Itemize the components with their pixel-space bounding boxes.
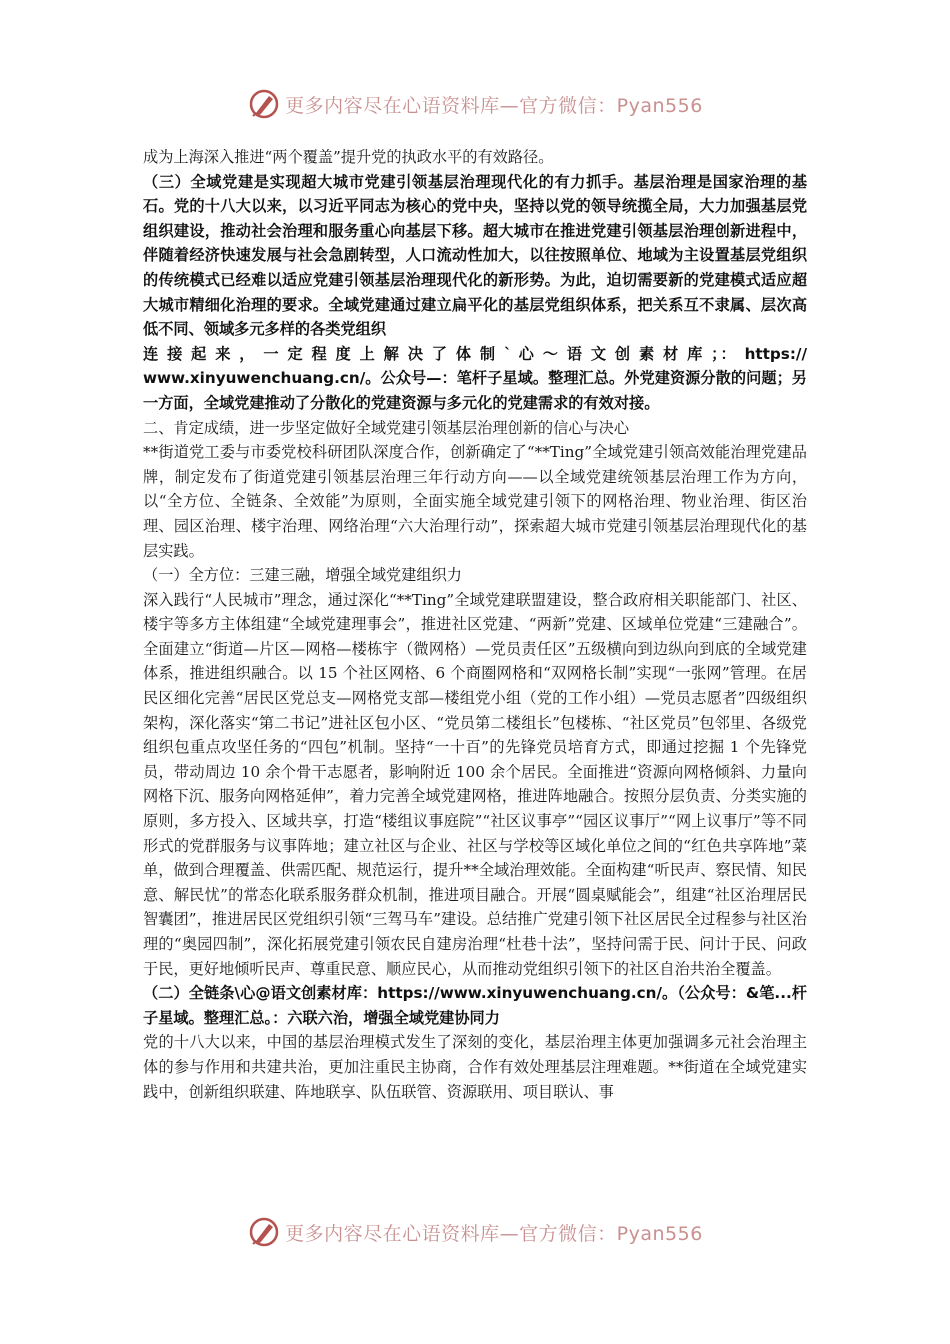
paragraph: 党的十八大以来，中国的基层治理模式发生了深刻的变化，基层治理主体更加强调多元社会治理主体的参与作用和共建共治，更加注重民主协商，合作有效处理基层注理难题。**街道在全域党建实践中，创新组织联建、阵地联享、队伍联管、资源联用、项目联认、事 — [143, 1033, 807, 1101]
document-body — [143, 145, 807, 1104]
subsection-heading-2: （二）全链条\心@语文创素材库：https://www.xinyuwenchuang.cn/。（公众号：&笔...杆子星域。整理汇总。：六联六治，增强全域党建协同力 — [143, 984, 807, 1027]
paragraph: 成为上海深入推进“两个覆盖”提升党的执政水平的有效路径。 — [143, 148, 554, 166]
paragraph-bold: www.xinyuwenchuang.cn/。公众号—：笔杆子星域。整理汇总。外党建资源分散的问题；另一方面，全域党建推动了分散化的党建资源与多元化的党建需求的有效对接。 — [143, 369, 807, 412]
pen-logo-icon — [247, 1215, 281, 1249]
header-watermark-banner — [0, 84, 950, 124]
pen-logo-icon — [247, 87, 281, 121]
footer-watermark-banner — [0, 1212, 950, 1252]
section-heading-3: （三）全域党建是实现超大城市党建引领基层治理现代化的有力抓手。基层治理是国家治理的基石。党的十八大以来，以习近平同志为核心的党中央，坚持以党的领导统揽全局，大力加强基层党组织建设，推动社会治理和服务重心向基层下移。超大城市在推进党建引领基层治理创新进程中，伴随着经济快速发展与社会急剧转型，人口流动性加大，以往按照单位、地域为主设置基层党组织的传统模式已经难以适应党建引领基层治理现代化的新形势。为此，迫切需要新的党建模式适应超大城市精细化治理的要求。全域党建通过建立扁平化的基层党组织体系，把关系互不隶属、层次高低不同、领域多元多样的各类党组织 — [143, 172, 807, 339]
watermarked-line: 连 接 起 来 ， 一 定 程 度 上 解 决 了 体 制 ` 心 ～ 语 文 创 素 材 库 ；： https:// — [143, 344, 807, 363]
subsection-heading-1: （一）全方位：三建三融，增强全域党建组织力 — [143, 566, 462, 585]
paragraph: 深入践行“人民城市”理念，通过深化“**Ting”全域党建联盟建设，整合政府相关职能部门、社区、楼宇等多方主体组建“全域党建理事会”，推进社区党建、“两新”党建、区域单位党建“三建融合”。全面建立“街道—片区—网格—楼栋宇（微网格）—党员责任区”五级横向到边纵向到底的全域党建体系，推进组织融合。以 15 个社区网格、6 个商圈网格和“双网格长制”实现“一张网”管理。在居民区细化完善“居民区党总支—网格党支部—楼组党小组（党的工作小组）—党员志愿者”四级组织架构，深化落实“第二书记”进社区包小区、“党员第二楼组长”包楼栋、“社区党员”包邻里、各级党组织包重点攻坚任务的“四包”机制。坚持“一十百”的先锋党员培育方式，即通过挖掘 1 个先锋党员，带动周边 10 余个骨干志愿者，影响附近 100 余个居民。全面推进“资源向网格倾斜、力量向网格下沉、服务向网格延伸”，着力完善全域党建网格，推进阵地融合。按照分层负责、分类实施的原则，多方投入、区域共享，打造“楼组议事庭院”“社区议事亭”“园区议事厅”“网上议事厅”等不同形式的党群服务与议事阵地；建立社区与企业、社区与学校等区域化单位之间的“红色共享阵地”菜单，做到合理覆盖、供需匹配、规范运行，提升**全域治理效能。全面构建“听民声、察民情、知民意、解民忧”的常态化联系服务群众机制，推进项目融合。开展“圆桌赋能会”，组建“社区治理居民智囊团”，推进居民区党组织引领“三驾马车”建设。总结推广党建引领下社区居民全过程参与社区治理的“奥园四制”，深化拓展党建引领农民自建房治理“杜巷十法”，坚持问需于民、问计于民、问政于民，更好地倾听民声、尊重民意、顺应民心，从而推动党组织引领下的社区自治共治全覆盖。 — [143, 590, 807, 978]
paragraph: **街道党工委与市委党校科研团队深度合作，创新确定了“**Ting”全域党建引领高效能治理党建品牌，制定发布了街道党建引领基层治理三年行动方向——以全域党建统领基层治理工作为方向，以“全方位、全链条、全效能”为原则，全面实施全域党建引领下的网格治理、物业治理、街区治理、园区治理、楼宇治理、网络治理“六大治理行动”，探索超大城市党建引领基层治理现代化的基层实践。 — [143, 443, 807, 560]
banner-text: 更多内容尽在心语资料库—官方微信：Pyan556 — [285, 94, 703, 117]
banner-text: 更多内容尽在心语资料库—官方微信：Pyan556 — [285, 1222, 703, 1245]
section-heading-2: 二、肯定成绩，进一步坚定做好全域党建引领基层治理创新的信心与决心 — [143, 418, 629, 437]
